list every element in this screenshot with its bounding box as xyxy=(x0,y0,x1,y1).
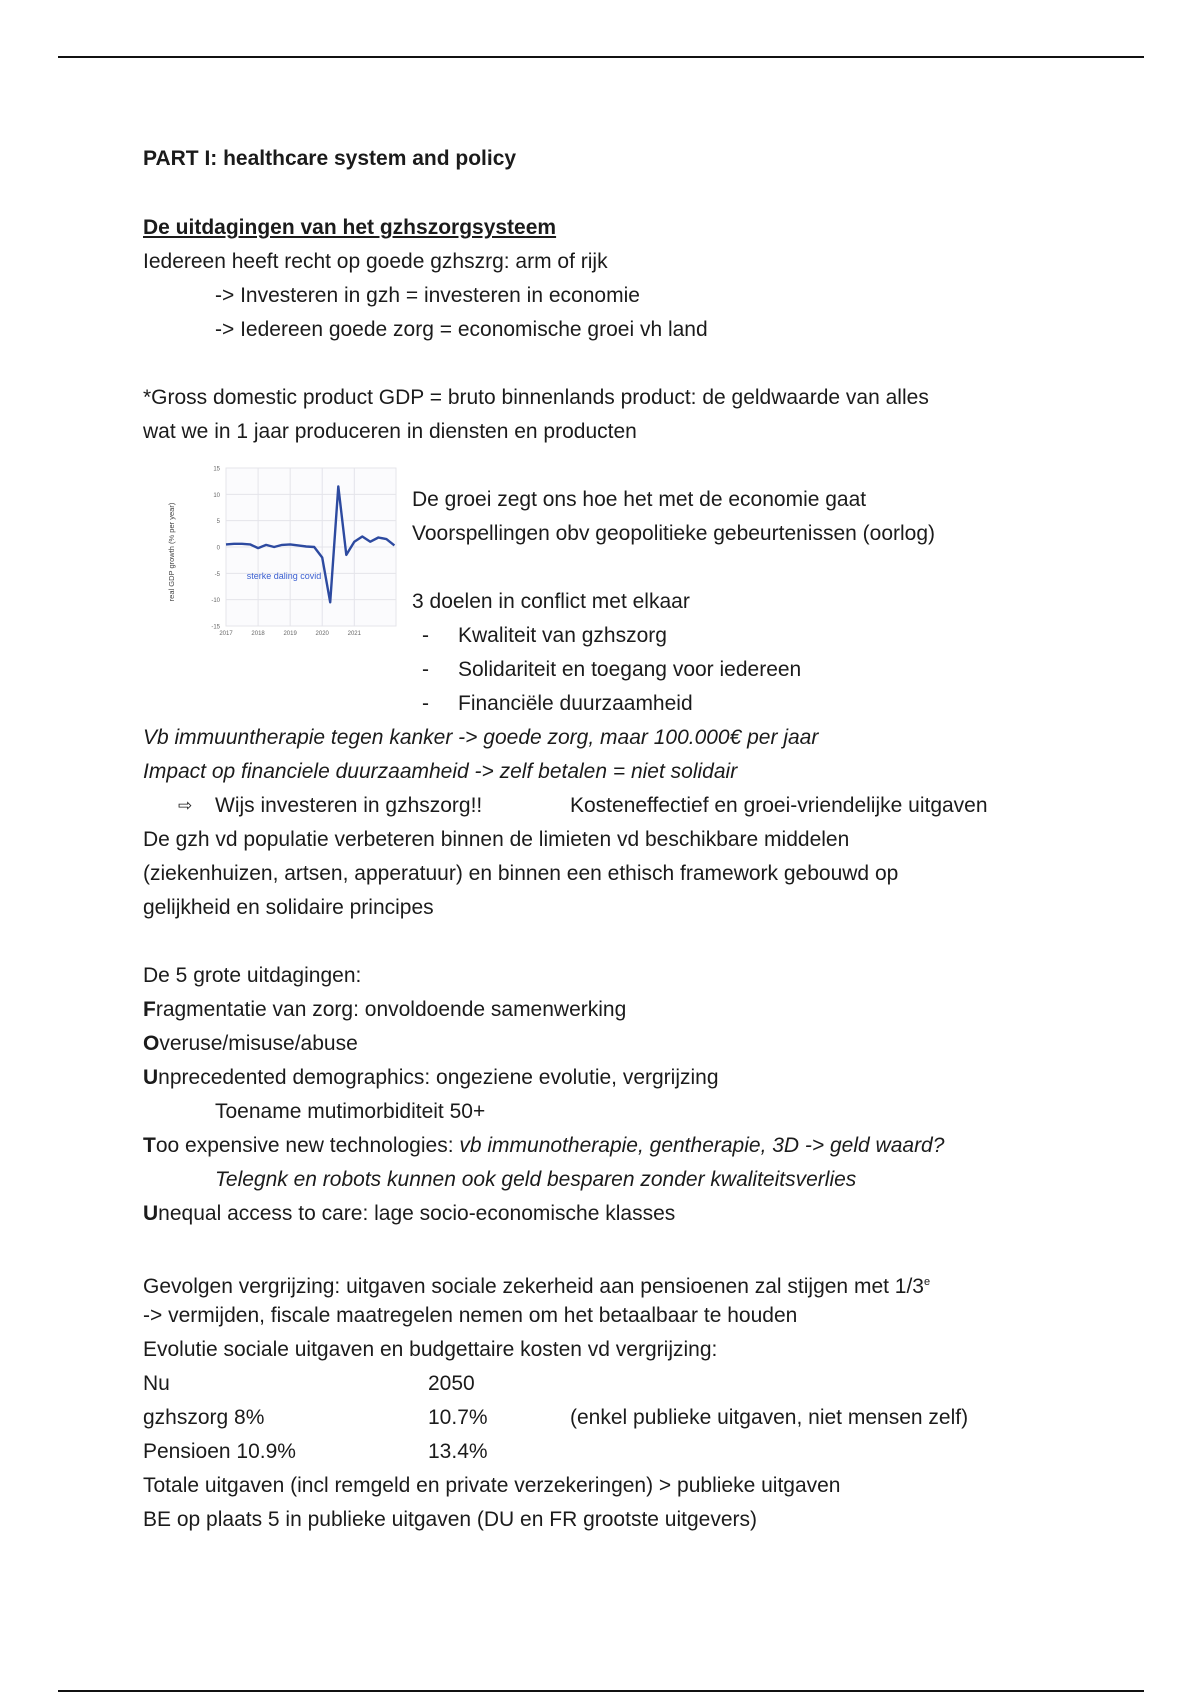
aging-mark: e xyxy=(923,1276,931,1288)
challenge-text: nequal access to care: lage socio-economische klasses xyxy=(158,1202,676,1225)
table-header-now: Nu xyxy=(143,1372,170,1395)
y-tick-label: -15 xyxy=(211,624,220,631)
table-cell-label: gzhszorg 8% xyxy=(143,1406,265,1429)
invest-note: Kosteneffectief en groei-vriendelijke uitgaven xyxy=(570,794,988,817)
x-tick-label: 2020 xyxy=(315,631,329,637)
aging-line xyxy=(143,1268,930,1301)
example-line: Vb immuuntherapie tegen kanker -> goede zorg, maar 100.000€ per jaar xyxy=(143,726,819,749)
challenge-item xyxy=(143,1064,719,1092)
y-tick-label: -10 xyxy=(211,598,220,605)
challenges-title: De 5 grote uitdagingen: xyxy=(143,964,362,987)
closing-line: Totale uitgaven (incl remgeld en private verzekeringen) > publieke uitgaven xyxy=(143,1474,841,1497)
x-tick-label: 2018 xyxy=(251,631,265,637)
table-cell-label: Pensioen 10.9% xyxy=(143,1440,296,1463)
goal-text: gelijkheid en solidaire principes xyxy=(143,896,434,919)
intro-line: -> Iedereen goede zorg = economische groei vh land xyxy=(215,318,708,341)
growth-text: De groei zegt ons hoe het met de economie gaat xyxy=(412,488,867,511)
x-tick-labels xyxy=(219,631,361,637)
x-tick-label: 2019 xyxy=(283,631,297,637)
section-title: De uitdagingen van het gzhszorgsysteem xyxy=(143,216,557,239)
challenge-initial: U xyxy=(143,1066,159,1089)
table-cell-note: (enkel publieke uitgaven, niet mensen zelf) xyxy=(570,1406,969,1429)
challenge-initial: F xyxy=(143,998,156,1021)
goal-bullet: - xyxy=(422,658,429,681)
y-tick-label: 15 xyxy=(213,466,220,473)
y-tick-label: 10 xyxy=(213,492,220,499)
table-cell-future: 13.4% xyxy=(428,1440,488,1463)
covid-annotation: sterke daling covid xyxy=(246,571,322,581)
invest-text: Wijs investeren in gzhszorg!! xyxy=(215,794,483,817)
challenge-text: oo expensive new technologies: xyxy=(155,1134,460,1157)
goal-item: Financiële duurzaamheid xyxy=(458,692,693,715)
challenge-subline: Telegnk en robots kunnen ook geld besparen zonder kwaliteitsverlies xyxy=(215,1168,857,1191)
y-tick-labels xyxy=(211,467,220,631)
goal-bullet: - xyxy=(422,692,429,715)
closing-line: BE op plaats 5 in publieke uitgaven (DU en FR grootste uitgevers) xyxy=(143,1508,757,1531)
challenge-item xyxy=(143,1132,944,1160)
aging-text: Gevolgen vergrijzing: uitgaven sociale zekerheid aan pensioenen zal stijgen met 1/3 xyxy=(143,1275,924,1298)
aging-line: Evolutie sociale uitgaven en budgettaire kosten vd vergrijzing: xyxy=(143,1338,718,1361)
arrow-icon: ⇨ xyxy=(178,796,193,815)
goal-text: De gzh vd populatie verbeteren binnen de limieten vd beschikbare middelen xyxy=(143,828,850,851)
challenge-item xyxy=(143,1200,675,1228)
intro-line: -> Investeren in gzh = investeren in economie xyxy=(215,284,640,307)
page-heading: PART I: healthcare system and policy xyxy=(143,147,517,170)
challenge-item xyxy=(143,996,626,1024)
growth-text: Voorspellingen obv geopolitieke gebeurtenissen (oorlog) xyxy=(412,522,936,545)
x-tick-label: 2021 xyxy=(347,631,361,637)
gdp-definition: wat we in 1 jaar produceren in diensten en producten xyxy=(143,420,637,443)
goals-title: 3 doelen in conflict met elkaar xyxy=(412,590,690,613)
goal-bullet: - xyxy=(422,624,429,647)
challenge-text: nprecedented demographics: ongeziene evolutie, vergrijzing xyxy=(158,1066,719,1089)
challenge-example: vb immunotherapie, gentherapie, 3D -> geld waard? xyxy=(459,1134,945,1157)
challenge-subline: Toename mutimorbiditeit 50+ xyxy=(215,1100,486,1123)
challenge-initial: O xyxy=(143,1032,160,1055)
challenge-initial: U xyxy=(143,1202,159,1225)
example-line: Impact op financiele duurzaamheid -> zelf betalen = niet solidair xyxy=(143,760,738,783)
challenge-item xyxy=(143,1030,358,1058)
x-tick-label: 2017 xyxy=(219,631,233,637)
intro-line: Iedereen heeft recht op goede gzhszrg: arm of rijk xyxy=(143,250,608,273)
challenge-text: veruse/misuse/abuse xyxy=(159,1032,358,1055)
goal-text: (ziekenhuizen, artsen, apperatuur) en binnen een ethisch framework gebouwd op xyxy=(143,862,899,885)
goal-item: Kwaliteit van gzhszorg xyxy=(458,624,667,647)
challenge-text: ragmentatie van zorg: onvoldoende samenwerking xyxy=(155,998,627,1021)
table-header-2050: 2050 xyxy=(428,1372,475,1395)
y-tick-label: -5 xyxy=(214,571,220,578)
aging-line: -> vermijden, fiscale maatregelen nemen om het betaalbaar te houden xyxy=(143,1304,798,1327)
goal-item: Solidariteit en toegang voor iedereen xyxy=(458,658,802,681)
y-axis-label: real GDP growth (% per year) xyxy=(167,502,176,602)
gdp-growth-chart xyxy=(160,462,400,644)
y-tick-label: 5 xyxy=(216,519,220,526)
top-rule xyxy=(58,56,1144,58)
bottom-rule xyxy=(58,1690,1144,1692)
table-cell-future: 10.7% xyxy=(428,1406,488,1429)
challenge-initial: T xyxy=(143,1134,156,1157)
y-tick-label: 0 xyxy=(216,545,220,552)
gdp-definition: *Gross domestic product GDP = bruto binnenlands product: de geldwaarde van alles xyxy=(143,386,929,409)
